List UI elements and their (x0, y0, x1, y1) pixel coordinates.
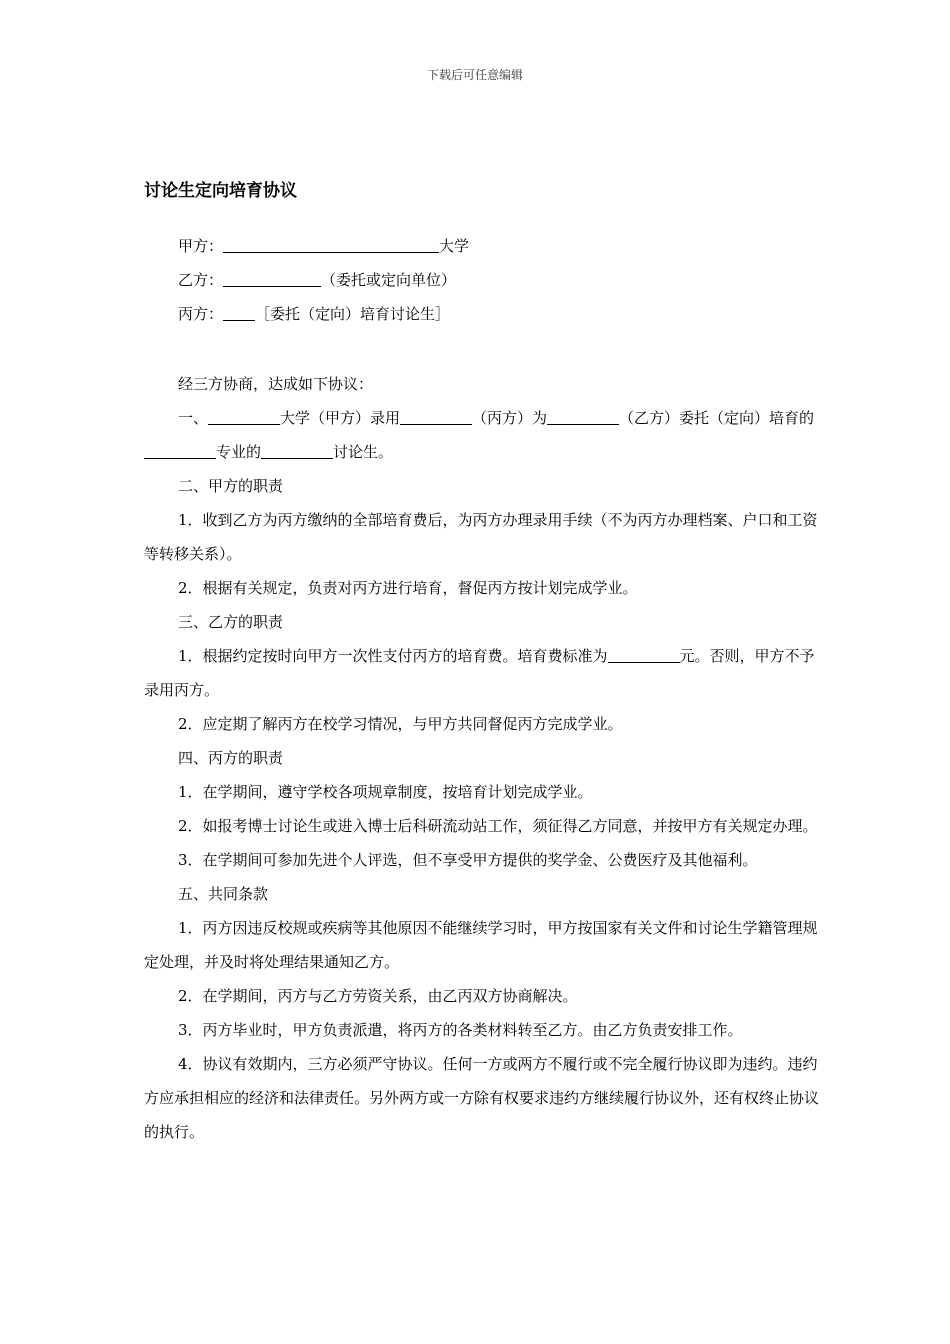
party-jia-suffix: 大学 (439, 237, 470, 255)
party-bing (144, 297, 824, 331)
party-yi (144, 263, 824, 297)
clause-1-text-b: 大学（甲方）录用 (280, 409, 401, 427)
clause-1-text-e: 专业的 (216, 443, 262, 461)
section-4-item-1: 1．在学期间，遵守学校各项规章制度，按培育计划完成学业。 (178, 783, 593, 801)
section-2-title: 二、甲方的职责 (178, 477, 284, 495)
page-header: 下载后可任意编辑 (426, 68, 523, 82)
party-yi-blank[interactable] (223, 270, 321, 287)
agreement-body (144, 367, 824, 1149)
clause-1-text-d: （乙方）委托（定向）培育的 (619, 409, 815, 427)
section-2-item-2: 2．根据有关规定，负责对丙方进行培育，督促丙方按计划完成学业。 (178, 579, 638, 597)
document-title: 讨论生定向培育协议 (144, 181, 297, 201)
section-5-item-4: 4．协议有效期内，三方必须严守协议。任何一方或两方不履行或不完全履行协议即为违约。违约方应承担相应的经济和法律责任。另外两方或一方除有权要求违约方继续履行协议外，还有权终止协议的执行。 (144, 1055, 820, 1141)
section-3-item-1-text-a: 1．根据约定按时向甲方一次性支付丙方的培育费。培育费标准为 (178, 647, 608, 665)
section-5-item-2: 2．在学期间，丙方与乙方劳资关系，由乙丙双方协商解决。 (178, 987, 578, 1005)
clause-1-number: 一、 (178, 409, 209, 427)
degree-blank[interactable] (261, 442, 333, 459)
section-4-title: 四、丙方的职责 (178, 749, 284, 767)
party-bing-suffix: ［委托（定向）培育讨论生］ (255, 305, 451, 323)
section-2-item-1: 1．收到乙方为丙方缴纳的全部培育费后，为丙方办理录用手续（不为丙方办理档案、户口和工资等转移关系）。 (144, 511, 818, 563)
party-jia-label: 甲方： (178, 237, 224, 255)
party-bing-label: 丙方： (178, 305, 224, 323)
major-blank[interactable] (144, 442, 216, 459)
student-blank[interactable] (400, 408, 472, 425)
intro-line: 经三方协商，达成如下协议： (178, 375, 374, 393)
party-bing-blank[interactable] (223, 304, 255, 321)
section-4-item-3: 3．在学期间可参加先进个人评选，但不享受甲方提供的奖学金、公费医疗及其他福利。 (178, 851, 758, 869)
clause-1-text-f: 讨论生。 (333, 443, 394, 461)
party-jia (144, 229, 824, 263)
section-5-item-1: 1．丙方因违反校规或疾病等其他原因不能继续学习时，甲方按国家有关文件和讨论生学籍管理规定处理，并及时将处理结果通知乙方。 (144, 919, 818, 971)
section-5-item-3: 3．丙方毕业时，甲方负责派遣，将丙方的各类材料转至乙方。由乙方负责安排工作。 (178, 1021, 743, 1039)
section-3-item-1 (144, 639, 824, 707)
parties-block (144, 229, 824, 331)
party-yi-suffix: （委托或定向单位） (321, 271, 457, 289)
party-yi-label: 乙方： (178, 271, 224, 289)
section-3-item-2: 2．应定期了解丙方在校学习情况，与甲方共同督促丙方完成学业。 (178, 715, 623, 733)
section-4-item-2: 2．如报考博士讨论生或进入博士后科研流动站工作，须征得乙方同意，并按甲方有关规定办理。 (178, 817, 818, 835)
clause-1 (144, 401, 824, 469)
section-3-item-1-text-b: 元。否则，甲方不予录用丙方。 (144, 647, 815, 699)
party-jia-blank[interactable] (223, 236, 439, 253)
section-5-title: 五、共同条款 (178, 885, 269, 903)
section-3-title: 三、乙方的职责 (178, 613, 284, 631)
university-blank[interactable] (208, 408, 280, 425)
unit-blank[interactable] (547, 408, 619, 425)
clause-1-text-c: （丙方）为 (472, 409, 548, 427)
fee-blank[interactable] (608, 646, 680, 663)
